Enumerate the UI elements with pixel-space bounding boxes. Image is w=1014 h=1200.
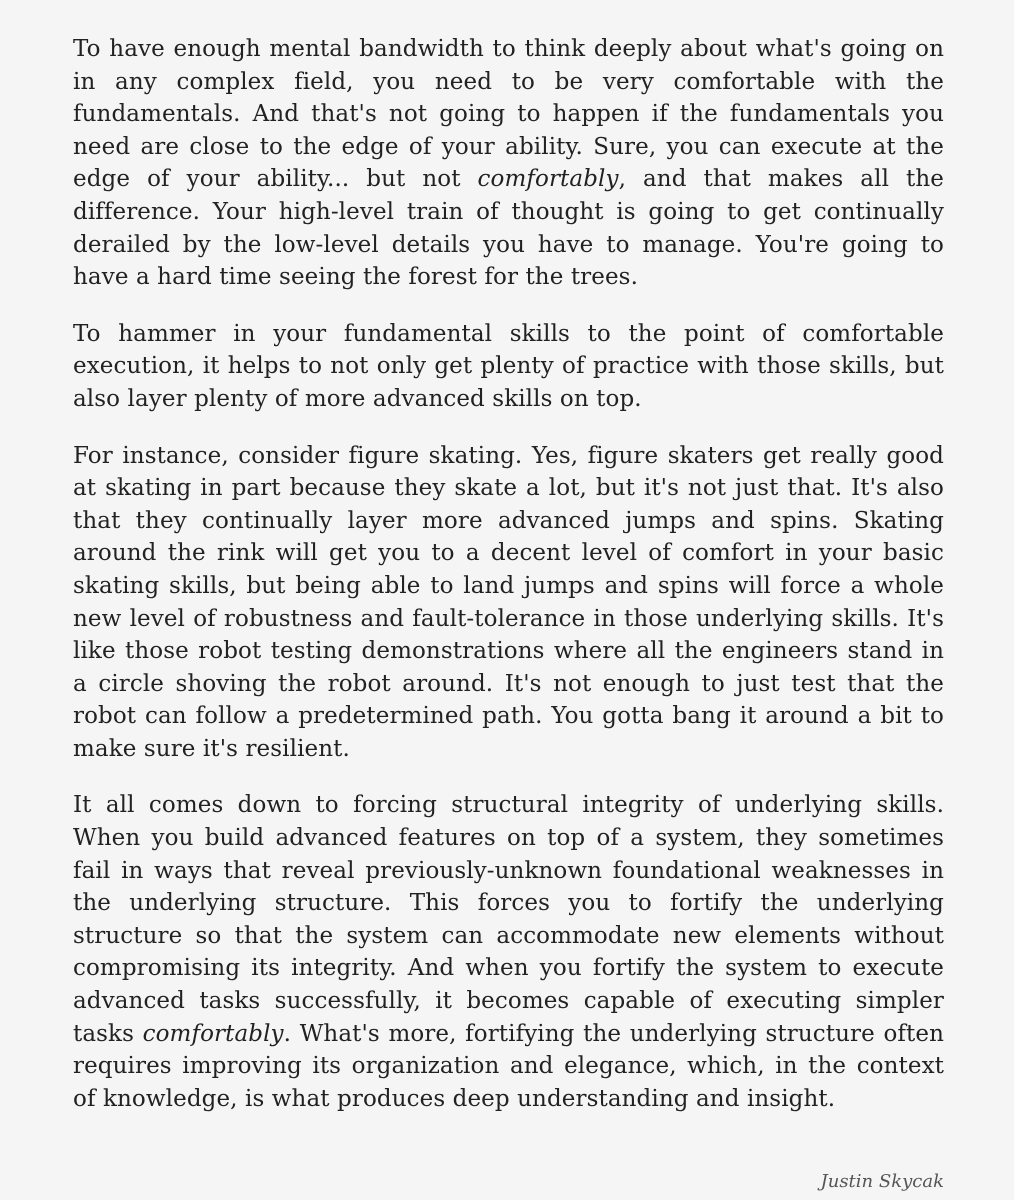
paragraph-4 [73, 789, 944, 1115]
paragraph-1-emphasis: comfortably [477, 166, 619, 193]
paragraph-4-text-b: . What's more, fortifying the underlying structure often requires improving its organization and elegance, which, in the context of knowledge, is what produces deep understanding and insight. [73, 1020, 944, 1112]
paragraph-3-text: For instance, consider figure skating. Yes, figure skaters get really good at skating in part because they skate a lot, but it's not just that. It's also that they continually layer more advanced jumps and spins. Skating around the rink will get you to a decent level of comfort in your basic skating skills, but being able to land jumps and spins will force a whole new level of robustness and fault-tolerance in those underlying skills. It's like those robot testing demonstrations where all the engineers stand in a circle shoving the robot around. It's not enough to just test that the robot can follow a predetermined path. You gotta bang it around a bit to make sure it's resilient. [73, 442, 944, 762]
author-signature: Justin Skycak [820, 1171, 944, 1192]
paragraph-2-text: To hammer in your fundamental skills to the point of comfortable execution, it helps to not only get plenty of practice with those skills, but also layer plenty of more advanced skills on top. [73, 320, 944, 412]
paragraph-1-text-a: To have enough mental bandwidth to think deeply about what's going on in any complex field, you need to be very comfortable with the fundamentals. And that's not going to happen if the fundamentals you need are close to the edge of your ability. Sure, you can execute at the edge of your ability... but not [73, 36, 944, 193]
paragraph-4-emphasis: comfortably [142, 1020, 284, 1047]
paragraph-3 [73, 440, 944, 766]
paragraph-1 [73, 33, 944, 294]
paragraph-2 [73, 318, 944, 416]
paragraph-1-text-b: , and that makes all the difference. Your high-level train of thought is going to get continually derailed by the low-level details you have to manage. You're going to have a hard time seeing the forest for the trees. [73, 166, 944, 291]
paragraph-4-text-a: It all comes down to forcing structural integrity of underlying skills. When you build advanced features on top of a system, they sometimes fail in ways that reveal previously-unknown foundational weaknesses in the underlying structure. This forces you to fortify the underlying structure so that the system can accommodate new elements without compromising its integrity. And when you fortify the system to execute advanced tasks successfully, it becomes capable of executing simpler tasks [73, 792, 944, 1047]
